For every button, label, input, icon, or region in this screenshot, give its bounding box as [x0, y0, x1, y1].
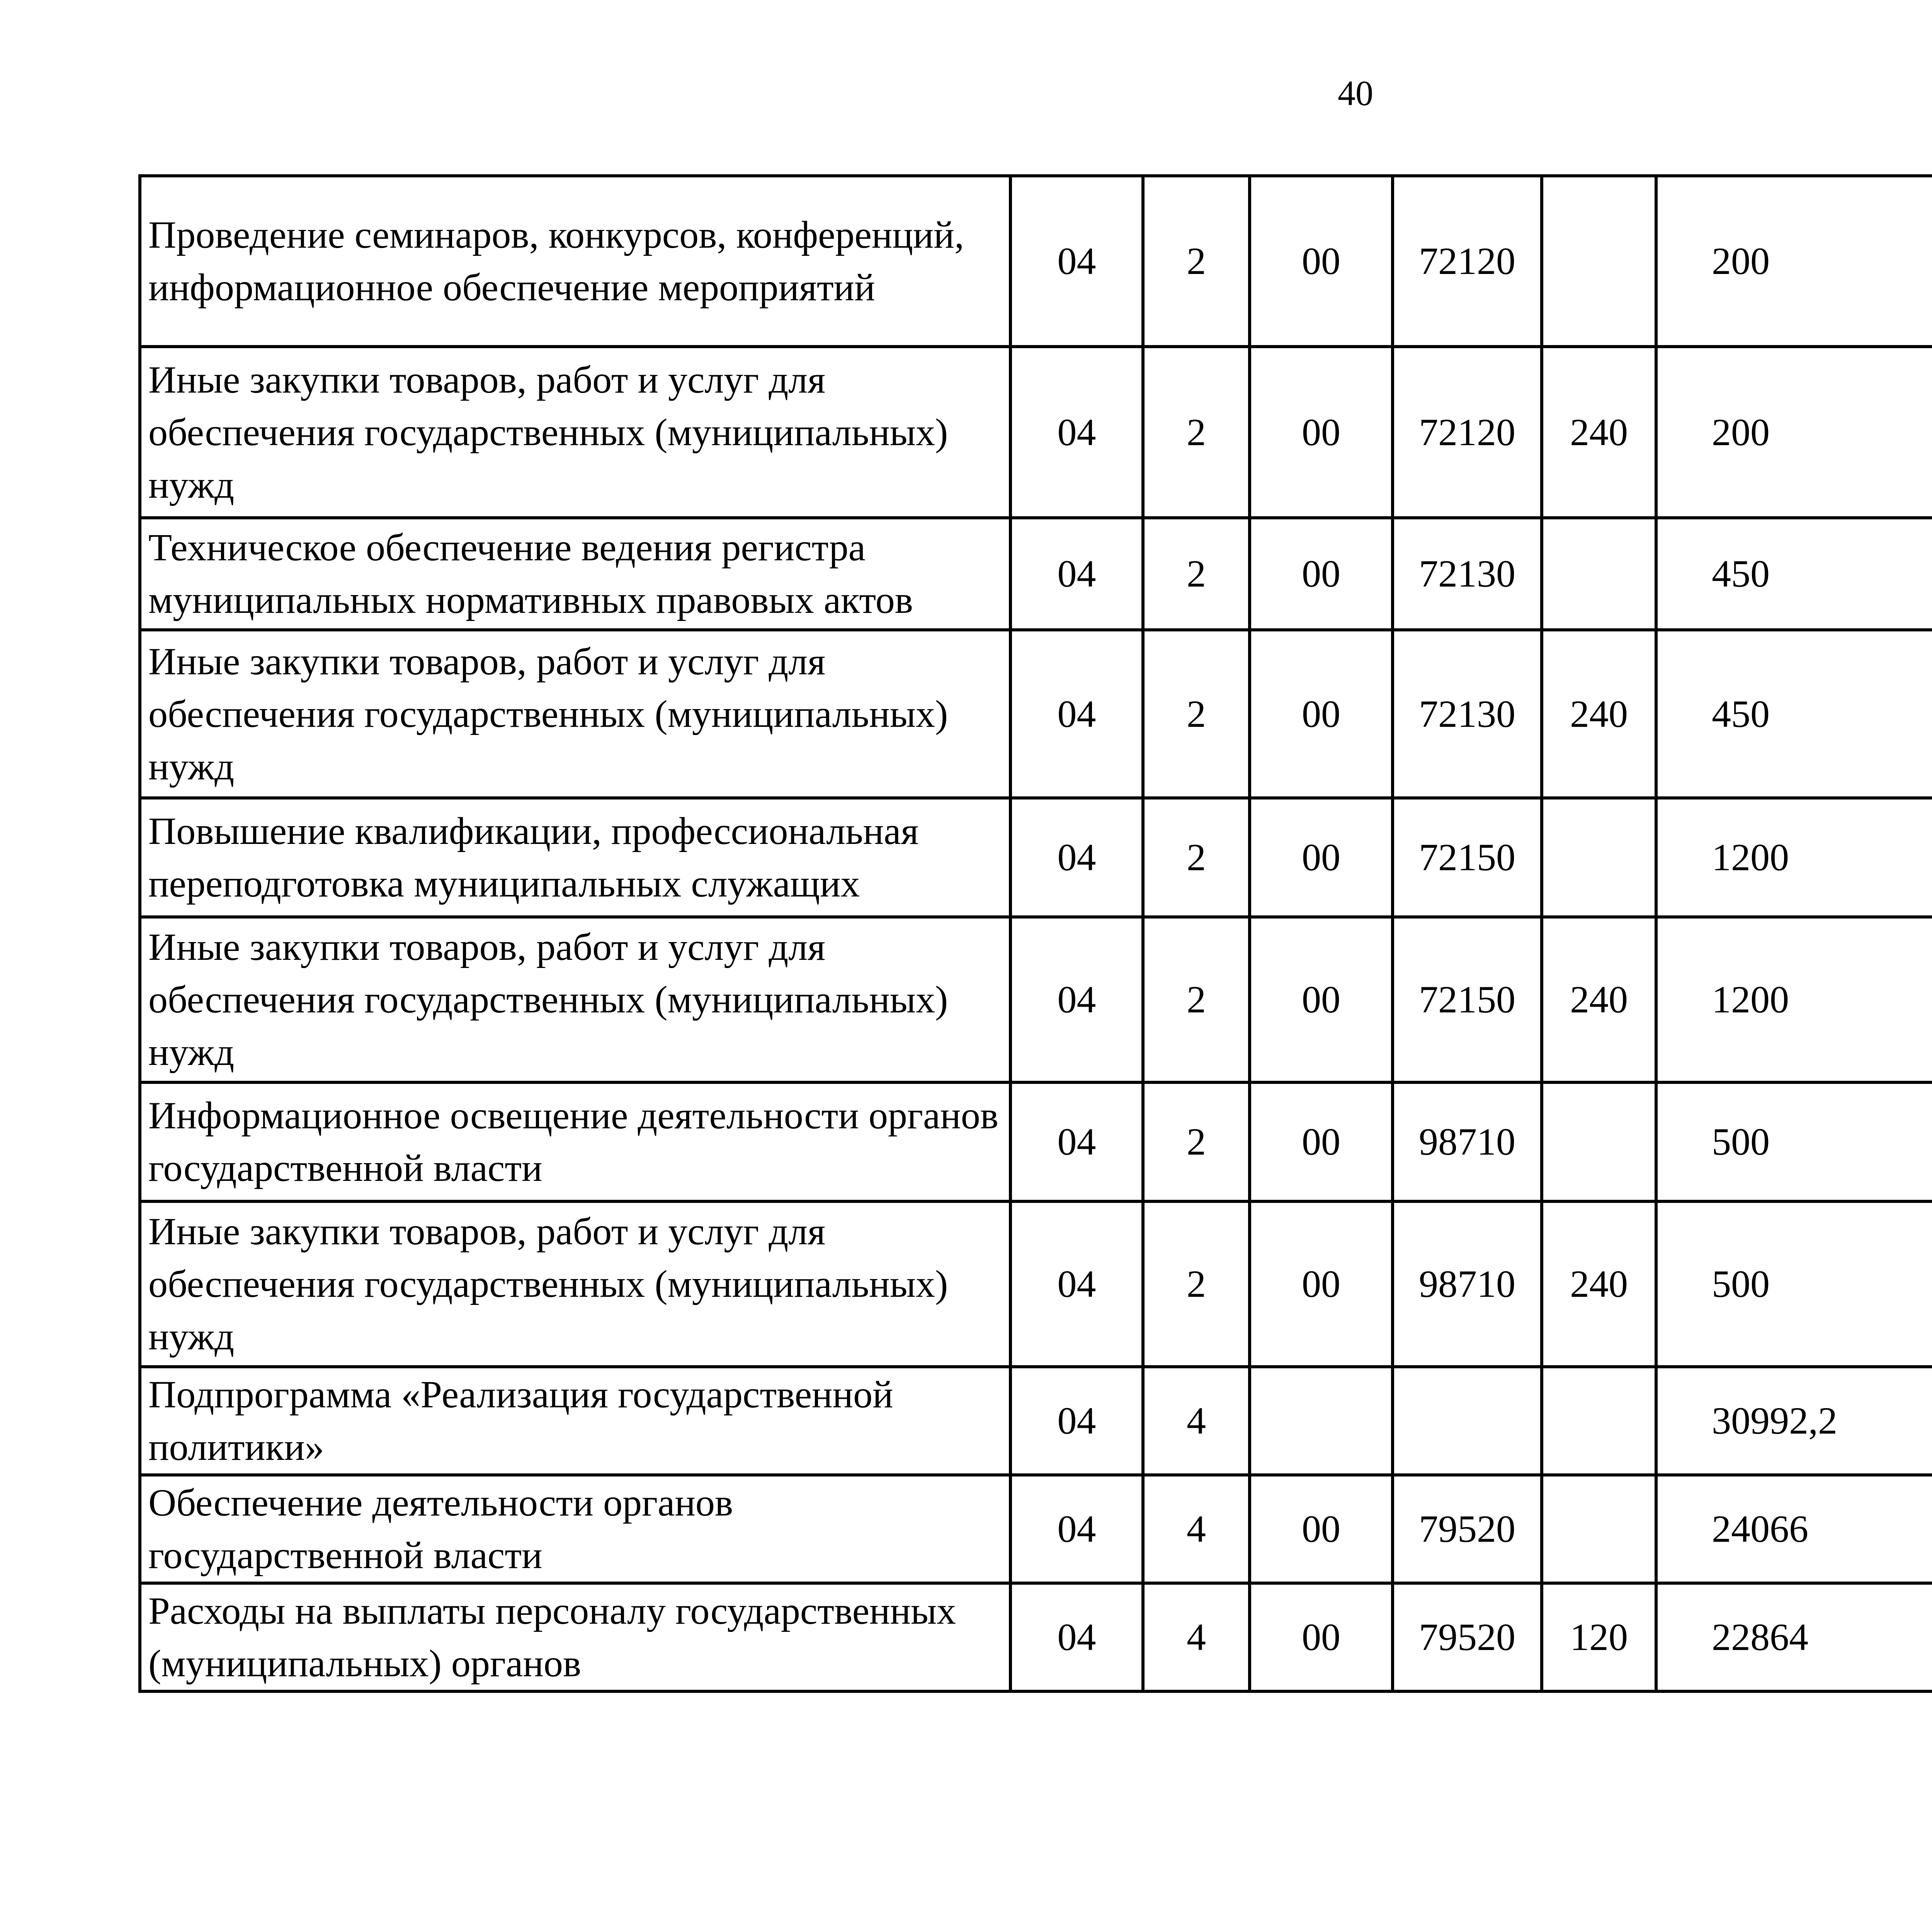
row-name-cell: Иные закупки товаров, работ и услуг для обеспечения государственных (муниципальных) нужд	[140, 347, 1010, 518]
direction-code-cell: 79520	[1393, 1583, 1542, 1691]
subprogram-code-cell: 00	[1250, 176, 1393, 347]
section-code-cell: 04	[1010, 347, 1143, 518]
direction-code-cell: 72130	[1393, 630, 1542, 798]
section-code-cell: 04	[1010, 1475, 1143, 1583]
row-name-cell: Техническое обеспечение ведения регистра муниципальных нормативных правовых актов	[140, 518, 1010, 630]
program-code-cell: 2	[1143, 1201, 1250, 1367]
program-code-cell: 4	[1143, 1583, 1250, 1691]
expense-type-cell	[1542, 176, 1656, 347]
direction-code-cell: 72150	[1393, 798, 1542, 917]
expense-type-cell	[1542, 798, 1656, 917]
row-name-cell: Иные закупки товаров, работ и услуг для обеспечения государственных (муниципальных) нужд	[140, 917, 1010, 1082]
program-code-cell: 2	[1143, 176, 1250, 347]
subprogram-code-cell	[1250, 1367, 1393, 1475]
row-name-cell: Проведение семинаров, конкурсов, конференций, информационное обеспечение мероприятий	[140, 176, 1010, 347]
program-code-cell: 2	[1143, 798, 1250, 917]
direction-code-cell: 72150	[1393, 917, 1542, 1082]
subprogram-code-cell: 00	[1250, 1583, 1393, 1691]
table-row	[140, 176, 1932, 347]
row-name-cell: Подпрограмма «Реализация государственной политики»	[140, 1367, 1010, 1475]
subprogram-code-cell: 00	[1250, 630, 1393, 798]
row-name-cell: Обеспечение деятельности органов государственной власти	[140, 1475, 1010, 1583]
subprogram-code-cell: 00	[1250, 1082, 1393, 1201]
section-code-cell: 04	[1010, 630, 1143, 798]
direction-code-cell: 98710	[1393, 1201, 1542, 1367]
expense-type-cell: 120	[1542, 1583, 1656, 1691]
table-row	[140, 518, 1932, 630]
table-row	[140, 1201, 1932, 1367]
row-name-cell: Информационное освещение деятельности органов государственной власти	[140, 1082, 1010, 1201]
program-code-cell: 4	[1143, 1367, 1250, 1475]
amount-cell-1: 30992,2	[1656, 1367, 1932, 1475]
amount-cell-1: 450	[1656, 630, 1932, 798]
section-code-cell: 04	[1010, 1082, 1143, 1201]
direction-code-cell: 72120	[1393, 347, 1542, 518]
table-row	[140, 347, 1932, 518]
expense-type-cell	[1542, 1367, 1656, 1475]
amount-cell-1: 22864	[1656, 1583, 1932, 1691]
subprogram-code-cell: 00	[1250, 917, 1393, 1082]
direction-code-cell: 79520	[1393, 1475, 1542, 1583]
table-row	[140, 1367, 1932, 1475]
page-number: 40	[1338, 73, 1373, 113]
program-code-cell: 2	[1143, 518, 1250, 630]
subprogram-code-cell: 00	[1250, 1201, 1393, 1367]
section-code-cell: 04	[1010, 1367, 1143, 1475]
program-code-cell: 2	[1143, 1082, 1250, 1201]
expense-type-cell	[1542, 1082, 1656, 1201]
direction-code-cell	[1393, 1367, 1542, 1475]
section-code-cell: 04	[1010, 176, 1143, 347]
section-code-cell: 04	[1010, 1583, 1143, 1691]
section-code-cell: 04	[1010, 518, 1143, 630]
table-row	[140, 1475, 1932, 1583]
direction-code-cell: 72130	[1393, 518, 1542, 630]
direction-code-cell: 98710	[1393, 1082, 1542, 1201]
subprogram-code-cell: 00	[1250, 518, 1393, 630]
table-row	[140, 1082, 1932, 1201]
amount-cell-1: 450	[1656, 518, 1932, 630]
section-code-cell: 04	[1010, 917, 1143, 1082]
row-name-cell: Повышение квалификации, профессиональная переподготовка муниципальных служащих	[140, 798, 1010, 917]
section-code-cell: 04	[1010, 798, 1143, 917]
direction-code-cell: 72120	[1393, 176, 1542, 347]
subprogram-code-cell: 00	[1250, 798, 1393, 917]
subprogram-code-cell: 00	[1250, 347, 1393, 518]
expense-type-cell: 240	[1542, 630, 1656, 798]
program-code-cell: 2	[1143, 347, 1250, 518]
program-code-cell: 4	[1143, 1475, 1250, 1583]
table-row	[140, 798, 1932, 917]
amount-cell-1: 200	[1656, 347, 1932, 518]
amount-cell-1: 200	[1656, 176, 1932, 347]
table-row	[140, 917, 1932, 1082]
amount-cell-1: 500	[1656, 1082, 1932, 1201]
expense-type-cell: 240	[1542, 347, 1656, 518]
amount-cell-1: 24066	[1656, 1475, 1932, 1583]
program-code-cell: 2	[1143, 917, 1250, 1082]
row-name-cell: Расходы на выплаты персоналу государственных (муниципальных) органов	[140, 1583, 1010, 1691]
row-name-cell: Иные закупки товаров, работ и услуг для обеспечения государственных (муниципальных) нужд	[140, 1201, 1010, 1367]
expense-type-cell	[1542, 1475, 1656, 1583]
amount-cell-1: 500	[1656, 1201, 1932, 1367]
program-code-cell: 2	[1143, 630, 1250, 798]
amount-cell-1: 1200	[1656, 798, 1932, 917]
table-row	[140, 1583, 1932, 1691]
section-code-cell: 04	[1010, 1201, 1143, 1367]
amount-cell-1: 1200	[1656, 917, 1932, 1082]
budget-table	[138, 174, 1932, 1693]
expense-type-cell: 240	[1542, 917, 1656, 1082]
expense-type-cell: 240	[1542, 1201, 1656, 1367]
row-name-cell: Иные закупки товаров, работ и услуг для обеспечения государственных (муниципальных) нужд	[140, 630, 1010, 798]
expense-type-cell	[1542, 518, 1656, 630]
table-row	[140, 630, 1932, 798]
subprogram-code-cell: 00	[1250, 1475, 1393, 1583]
